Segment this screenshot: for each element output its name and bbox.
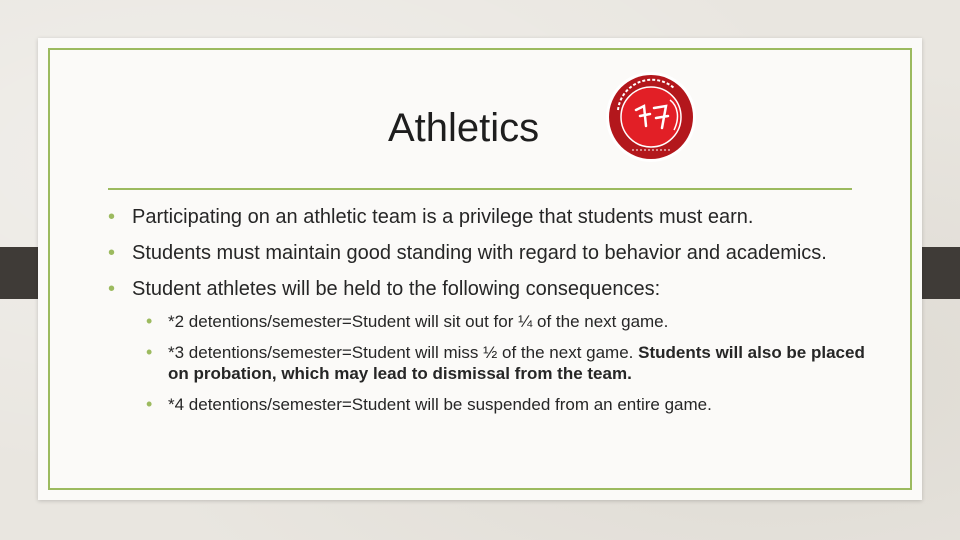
- bullet-text: Students must maintain good standing with regard to behavior and academics.: [132, 242, 827, 264]
- sub-bullet-text: *4 detentions/semester=Student will be suspended from an entire game.: [168, 395, 712, 414]
- sub-bullet-text: *2 detentions/semester=Student will sit out for ¼ of the next game.: [168, 312, 669, 331]
- bullet-item: [108, 277, 868, 301]
- sub-bullet-dot-icon: •: [146, 394, 153, 414]
- slide-title: Athletics: [388, 106, 540, 150]
- bullet-list: [108, 205, 868, 425]
- sub-bullet-item: [146, 342, 868, 384]
- bullet-text: Participating on an athletic team is a privilege that students must earn.: [132, 206, 754, 228]
- sub-bullet-bold-text: Students will also be placed on probation, which may lead to dismissal from the team.: [168, 343, 865, 383]
- bullet-text: Student athletes will be held to the following consequences:: [132, 278, 661, 300]
- bullet-item: [108, 241, 868, 265]
- sub-bullet-dot-icon: •: [146, 342, 153, 362]
- slide-card: [38, 38, 922, 500]
- bullet-dot-icon: •: [108, 242, 116, 264]
- bullet-dot-icon: •: [108, 206, 116, 228]
- bullet-item: [108, 205, 868, 229]
- school-seal-icon: [604, 70, 698, 164]
- sub-bullet-item: [146, 394, 868, 415]
- sub-bullet-dot-icon: •: [146, 311, 153, 331]
- sub-bullet-item: [146, 311, 868, 332]
- title-divider: [108, 188, 852, 190]
- bullet-dot-icon: •: [108, 278, 116, 300]
- sub-bullet-text: *3 detentions/semester=Student will miss ½ of the next game.: [168, 343, 634, 362]
